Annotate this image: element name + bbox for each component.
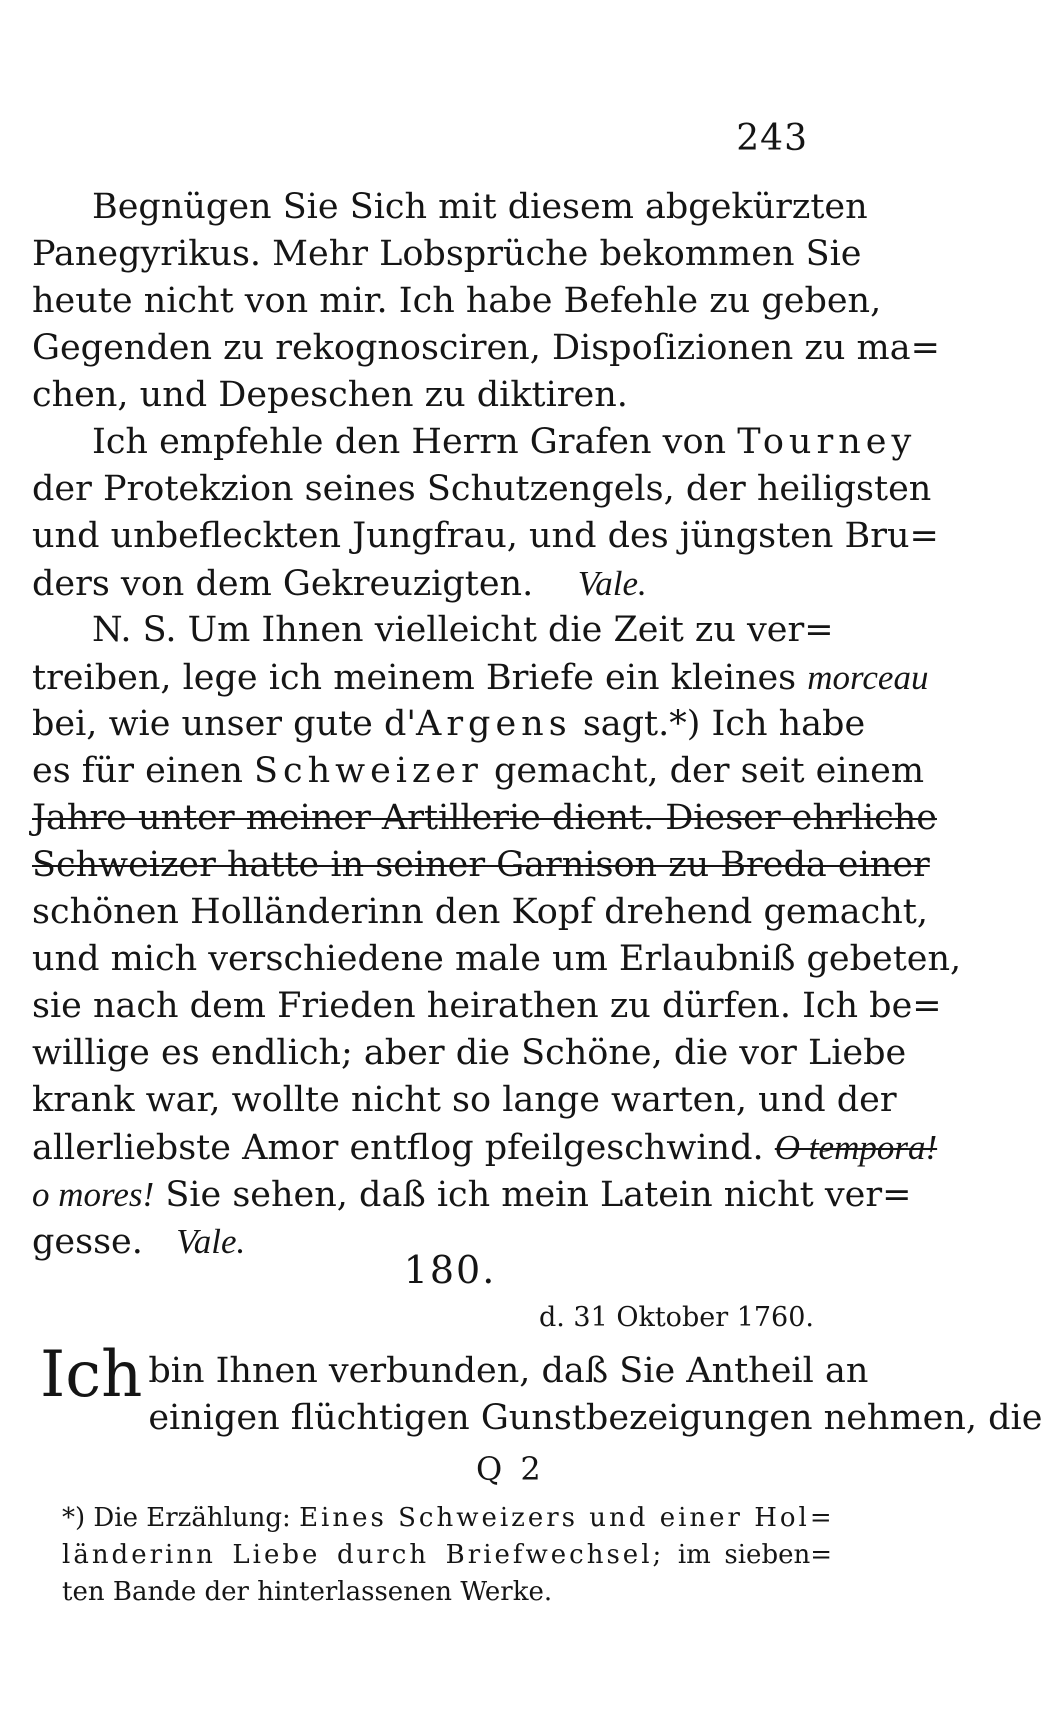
postscript-line: N. S. Um Ihnen vielleicht die Zeit zu ver= — [92, 610, 834, 650]
footnote-line — [62, 1537, 832, 1574]
postscript-line: Schweizer hatte in seiner Garnison zu Breda einer — [32, 845, 930, 885]
postscript — [32, 607, 962, 1265]
paragraph-line: und unbefleckten Jungfrau, und des jüngsten Bru= — [32, 516, 939, 556]
signature-mark: Q 2 — [476, 1450, 545, 1488]
paragraph-line: Panegyrikus. Mehr Lobsprüche bekommen Sie — [32, 234, 862, 274]
paragraph-line — [32, 560, 814, 607]
phrase-o-tempora: O tempora! — [774, 1128, 938, 1167]
postscript-line: Jahre unter meiner Artillerie dient. Dieser ehrliche — [32, 798, 937, 838]
letter-body — [40, 1338, 1042, 1442]
footnote — [62, 1500, 835, 1611]
name-tourney: Tourney — [737, 422, 917, 462]
phrase-o-mores: o mores! — [32, 1175, 155, 1214]
postscript-line — [32, 701, 866, 748]
page-number: 243 — [736, 118, 808, 159]
paragraph-line: der Protekzion seines Schutzengels, der heiligsten — [32, 469, 932, 509]
postscript-text: bei, wie unser gute d' — [32, 704, 417, 744]
postscript-line: sie nach dem Frieden heirathen zu dürfen. Ich be= — [32, 986, 942, 1026]
postscript-line — [32, 748, 925, 795]
letter-text: bin Ihnen verbunden, daß Sie Antheil an — [148, 1351, 869, 1391]
word-morceau: morceau — [807, 658, 929, 697]
postscript-text: sagt.*) Ich habe — [582, 704, 866, 744]
postscript-text: es für einen — [32, 751, 243, 791]
paragraph-text: Ich empfehle den Herrn Grafen von — [92, 422, 727, 462]
postscript-text: allerliebste Amor entflog pfeilgeschwind. — [32, 1128, 764, 1168]
postscript-line: schönen Holländerinn den Kopf drehend gemacht, — [32, 892, 928, 932]
word-schweizer: Schweizer — [254, 751, 483, 791]
paragraph-text: ders von dem Gekreuzigten. — [32, 564, 534, 604]
footnote-text: *) Die Erzählung: — [62, 1503, 291, 1533]
paragraph-2 — [32, 419, 939, 607]
postscript-text: gesse. — [32, 1222, 143, 1262]
footnote-title: länderinn Liebe durch Briefwechsel; — [62, 1540, 665, 1570]
paragraph-line — [32, 419, 917, 466]
footnote-text: im sieben= — [677, 1540, 833, 1570]
letter-date: d. 31 Oktober 1760. — [538, 1302, 814, 1333]
postscript-text: Sie sehen, daß ich mein Latein nicht ver= — [165, 1175, 912, 1215]
postscript-line: krank war, wollte nicht so lange warten, und der — [32, 1080, 897, 1120]
closing-vale: Vale. — [577, 564, 647, 603]
footnote-line — [62, 1500, 835, 1537]
postscript-line — [32, 1124, 938, 1171]
postscript-line: willige es endlich; aber die Schöne, die vor Liebe — [32, 1033, 907, 1073]
postscript-line — [32, 1171, 912, 1218]
paragraph-1 — [32, 184, 940, 419]
name-argens: Argens — [416, 704, 572, 744]
footnote-title: Eines Schweizers und einer Hol= — [299, 1503, 835, 1533]
paragraph-line: heute nicht von mir. Ich habe Befehle zu geben, — [32, 281, 882, 321]
postscript-line — [32, 654, 929, 701]
drop-cap: Ich — [40, 1338, 143, 1412]
letter-number: 180. — [403, 1248, 497, 1292]
footnote-line: ten Bande der hinterlassenen Werke. — [62, 1577, 553, 1607]
postscript-text: gemacht, der seit einem — [494, 751, 925, 791]
postscript-line: und mich verschiedene male um Erlaubniß gebeten, — [32, 939, 962, 979]
paragraph-line: chen, und Depeschen zu diktiren. — [32, 375, 628, 415]
letter-line — [40, 1338, 869, 1412]
postscript-text: treiben, lege ich meinem Briefe ein kleines — [32, 658, 797, 698]
closing-vale: Vale. — [176, 1222, 246, 1261]
paragraph-line: Begnügen Sie Sich mit diesem abgekürzten — [92, 187, 868, 227]
paragraph-line: Gegenden zu rekognosciren, Dispoſizionen zu ma= — [32, 328, 940, 368]
letter-line: einigen flüchtigen Gunstbezeigungen nehmen, die — [148, 1398, 1042, 1438]
